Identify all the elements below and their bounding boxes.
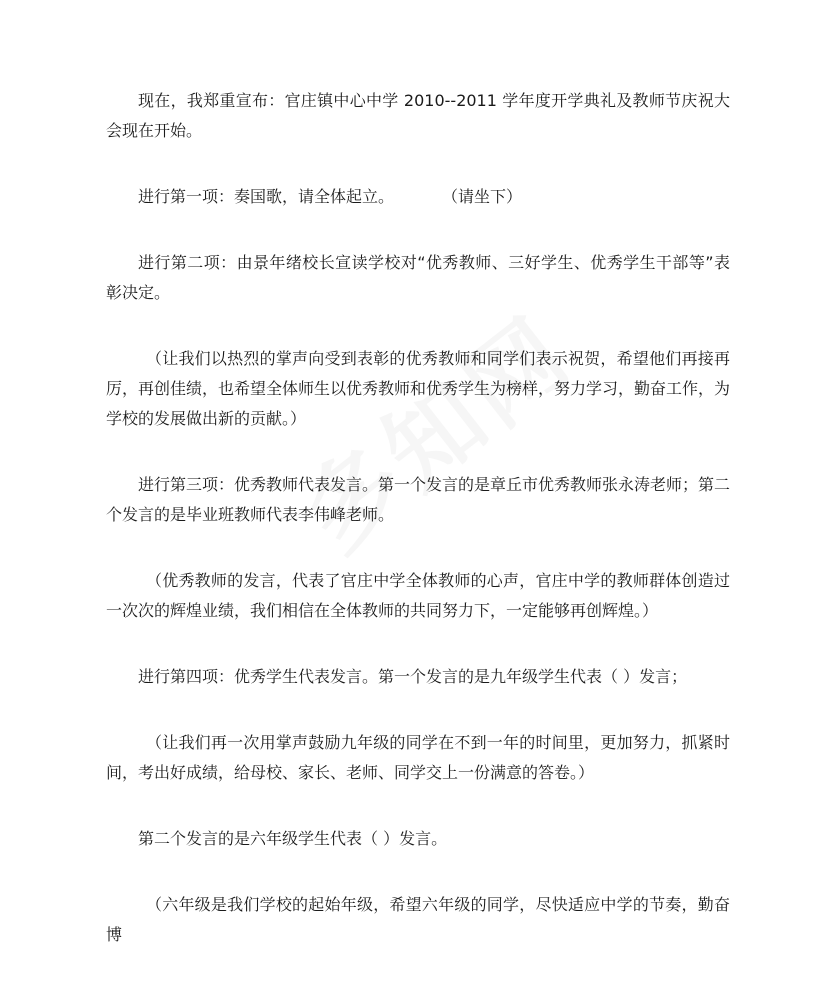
paragraph-item-2: 进行第二项：由景年绪校长宣读学校对“优秀教师、三好学生、优秀学生干部等”表彰决定。 [106,253,730,302]
document-body [106,86,730,986]
item-1-note: （请坐下） [442,187,523,206]
paragraph-item-4-second: 第二个发言的是六年级学生代表（ ）发言。 [138,829,448,848]
paragraph-note-4: （让我们再一次用掌声鼓励九年级的同学在不到一年的时间里，更加努力，抓紧时间，考出好成绩，给母校、家长、老师、同学交上一份满意的答卷。） [106,733,730,782]
paragraph-item-4: 进行第四项：优秀学生代表发言。第一个发言的是九年级学生代表（ ）发言； [138,667,688,686]
paragraph-note-5: （六年级是我们学校的起始年级，希望六年级的同学，尽快适应中学的节奏，勤奋博 [106,895,730,944]
paragraph-note-2: （让我们以热烈的掌声向受到表彰的优秀教师和同学们表示祝贺，希望他们再接再厉，再创佳绩，也希望全体师生以优秀教师和优秀学生为榜样，努力学习，勤奋工作，为学校的发展做出新的贡献。） [106,349,731,428]
paragraph-opening: 现在，我郑重宣布：官庄镇中心中学 2010--2011 学年度开学典礼及教师节庆祝大会现在开始。 [106,91,730,140]
paragraph-item-3: 进行第三项：优秀教师代表发言。第一个发言的是章丘市优秀教师张永涛老师；第二个发言的是毕业班教师代表李伟峰老师。 [106,475,731,524]
paragraph-note-3: （优秀教师的发言，代表了官庄中学全体教师的心声，官庄中学的教师群体创造过一次次的辉煌业绩，我们相信在全体教师的共同努力下，一定能够再创辉煌。） [106,571,730,620]
paragraph-item-1 [106,182,730,212]
item-1-text: 进行第一项：奏国歌，请全体起立。 [138,187,395,206]
